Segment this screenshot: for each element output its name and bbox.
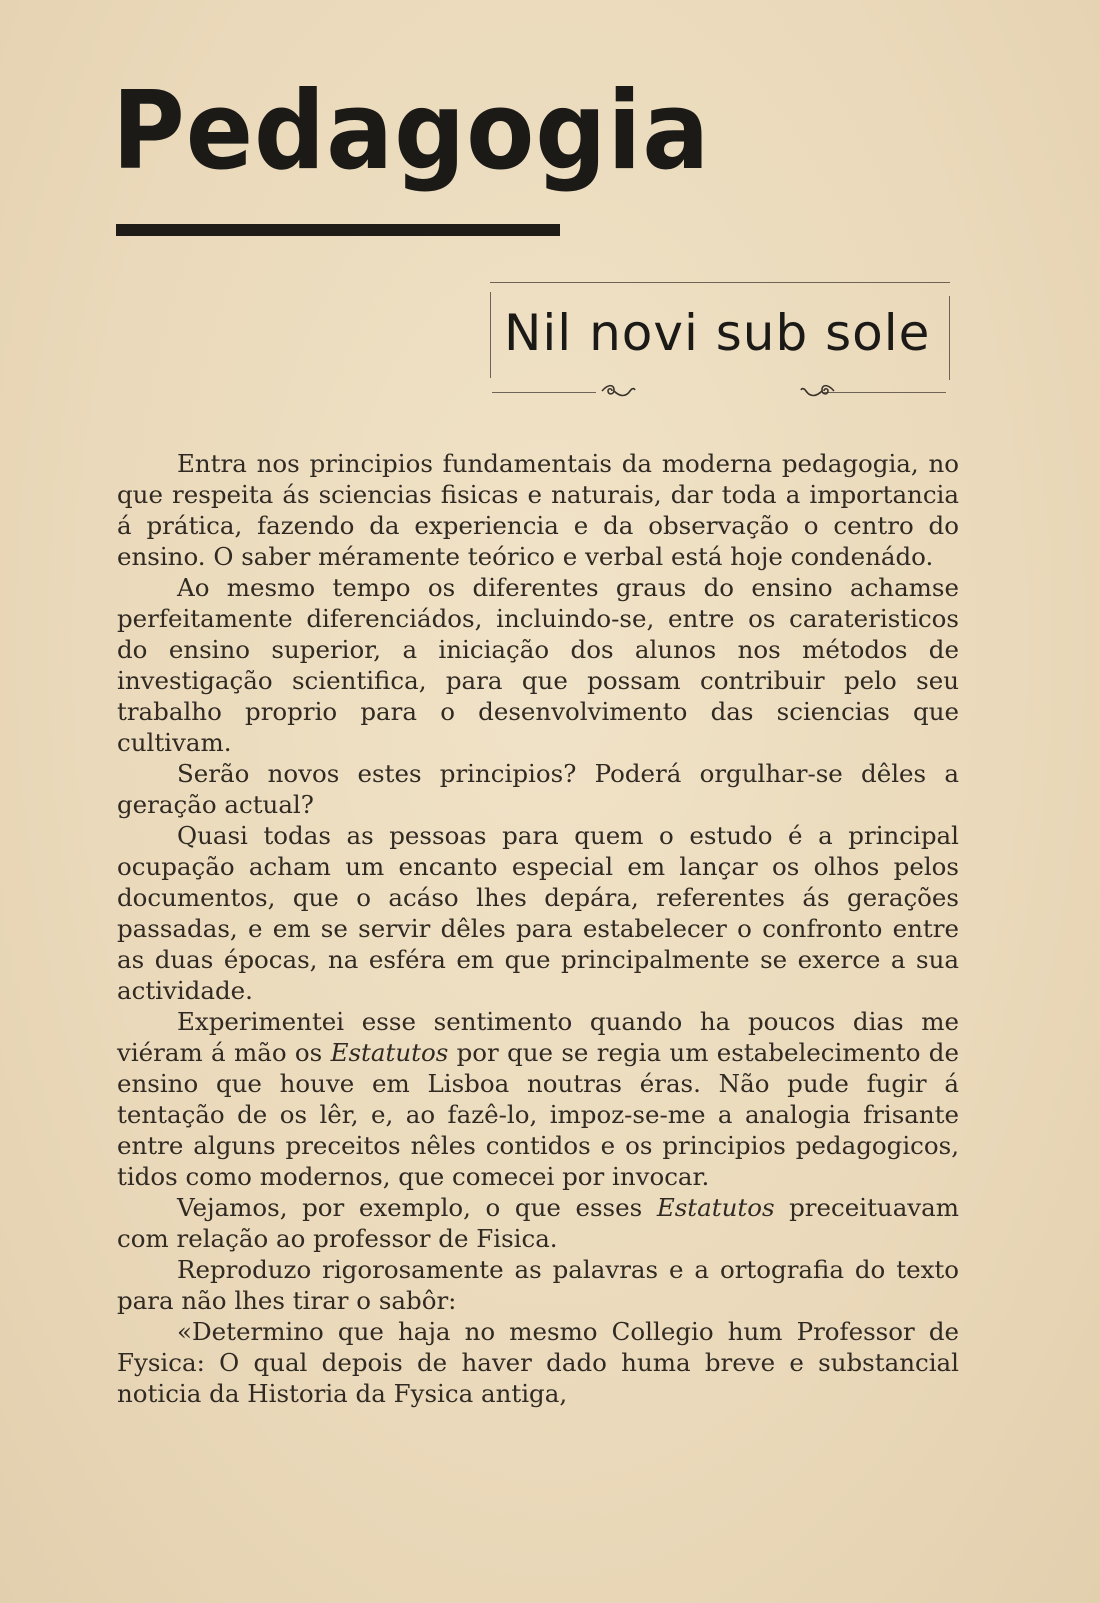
paragraph-6-text-c: preceituavam com relação ao professor de Fisica.	[117, 1193, 959, 1253]
frame-bottom-rule-left	[492, 392, 596, 393]
paragraph-5-text-a: Experimentei esse sentimento quando ha poucos dias me viéram á mão os	[117, 1007, 959, 1067]
paragraph-1: Entra nos principios fundamentais da moderna pedagogia, no que respeita ás sciencias fisicas e naturais, dar toda a importancia á prática, fazendo da experiencia e da observação o centro do ensino. O saber méramente teórico e verbal está hoje condenádo.	[117, 449, 959, 571]
scroll-ornament-right-icon	[800, 382, 836, 400]
paragraph-5-text-c: por que se regia um estabelecimento de ensino que houve em Lisboa noutras éras. Não pude fugir á tentação de os lêr, e, ao fazê-lo, impoz-se-me a analogia frisante entre alguns preceitos nêles contidos e os principios pedagogicos, tidos como modernos, que comecei por invocar.	[117, 1038, 959, 1191]
paragraph-5	[117, 1006, 959, 1192]
frame-right-rule	[949, 296, 950, 380]
section-title-underline	[116, 224, 560, 236]
paragraph-5-italic: Estatutos	[330, 1038, 449, 1067]
paragraph-6-italic: Estatutos	[656, 1193, 775, 1222]
paragraph-2: Ao mesmo tempo os diferentes graus do ensino achamse perfeitamente diferenciádos, incluindo-se, entre os carateristicos do ensino superior, a iniciação dos alunos nos métodos de investigação scientifica, para que possam contribuir pelo seu trabalho proprio para o desenvolvimento das sciencias que cultivam.	[117, 573, 959, 757]
paragraph-3: Serão novos estes principios? Poderá orgulhar-se dêles a geração actual?	[117, 759, 959, 819]
paragraph-8: «Determino que haja no mesmo Collegio hum Professor de Fysica: O qual depois de haver dado huma breve e substancial noticia da Historia da Fysica antiga,	[117, 1317, 959, 1408]
article-title-frame	[490, 282, 950, 394]
frame-bottom-rule-right	[822, 392, 946, 393]
paragraph-6-text-a: Vejamos, por exemplo, o que esses	[177, 1193, 657, 1222]
article-body	[117, 448, 959, 1409]
section-title: Pedagogia	[112, 69, 711, 194]
scroll-ornament-left-icon	[600, 382, 636, 400]
paragraph-4: Quasi todas as pessoas para quem o estudo é a principal ocupação acham um encanto especial em lançar os olhos pelos documentos, que o acáso lhes depára, referentes ás gerações passadas, e em se servir dêles para estabelecer o confronto entre as duas épocas, na esféra em que principalmente se exerce a sua actividade.	[117, 821, 959, 1005]
frame-left-rule	[490, 292, 491, 378]
article-title: Nil novi sub sole	[504, 304, 931, 362]
frame-top-rule	[490, 282, 950, 283]
paragraph-6	[117, 1192, 959, 1254]
paragraph-7: Reproduzo rigorosamente as palavras e a ortografia do texto para não lhes tirar o sabôr:	[117, 1255, 959, 1315]
